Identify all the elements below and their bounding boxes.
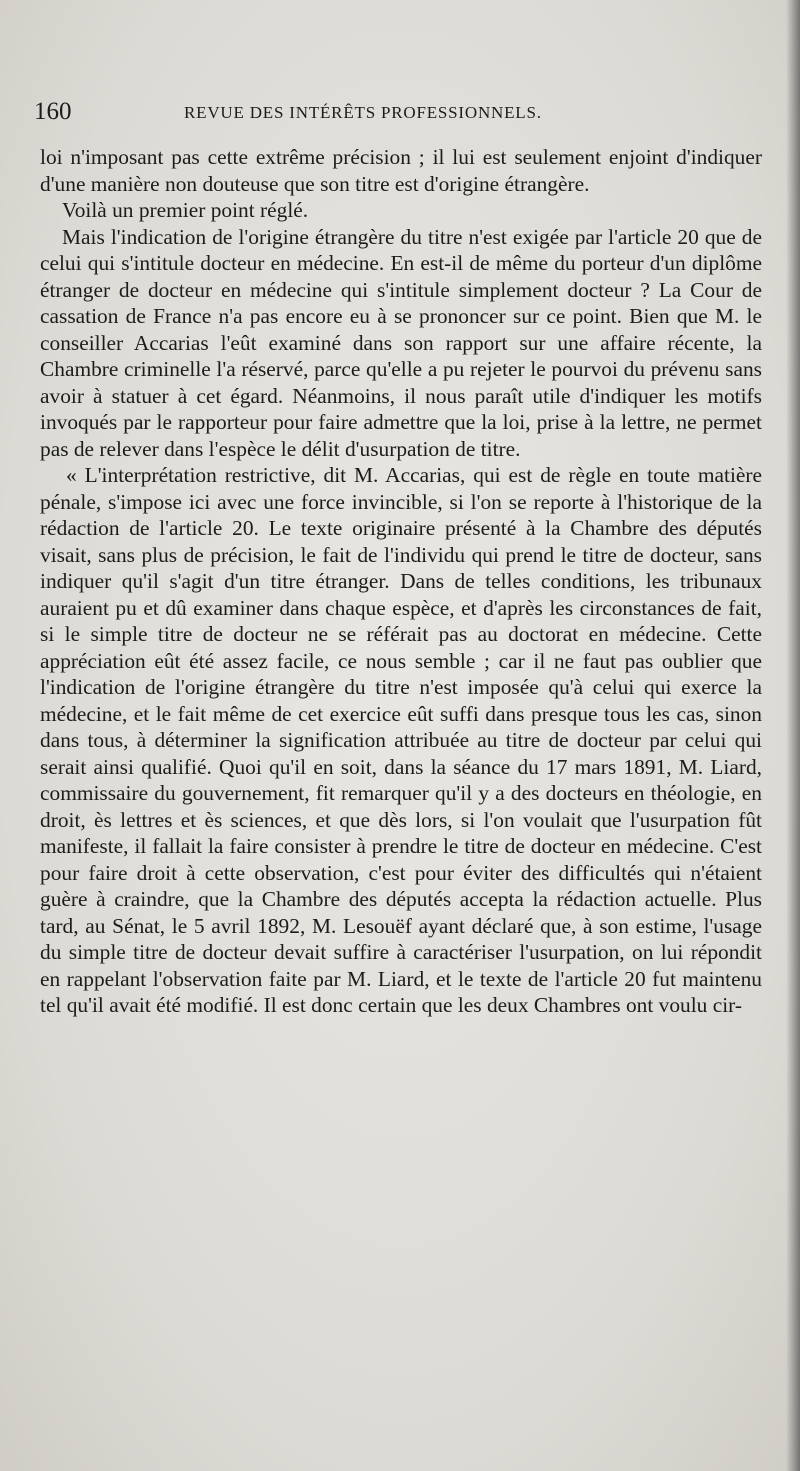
page-header: [34, 98, 614, 134]
paragraph-indication-origine: Mais l'indication de l'origine étrangère du titre n'est exigée par l'article 20 que de celui qui s'intitule docteur en médecine. En est-il de même du porteur d'un diplôme étranger de docteur en médecine qui s'intitule simplement docteur ? La Cour de cassation de France n'a pas encore eu à se prononcer sur ce point. Bien que M. le conseiller Accarias l'eût examiné dans son rapport sur une affaire récente, la Chambre criminelle l'a réservé, parce qu'elle a pu rejeter le pourvoi du prévenu sans avoir à statuer à cet égard. Néanmoins, il nous paraît utile d'indiquer les motifs invoqués par le rapporteur pour faire admettre que la loi, prise à la lettre, ne permet pas de relever dans l'espèce le délit d'usurpation de titre.: [40, 224, 762, 461]
running-title: REVUE DES INTÉRÊTS PROFESSIONNELS.: [184, 103, 542, 122]
page-number: 160: [34, 98, 72, 125]
paragraph-citation-accarias: « L'interprétation restrictive, dit M. Accarias, qui est de règle en toute matière pénale, s'impose ici avec une force invincible, si l'on se reporte à l'historique de la rédaction de l'article 20. Le texte originaire présenté à la Chambre des députés visait, sans plus de précision, le fait de l'individu qui prend le titre de docteur, sans indiquer qu'il s'agit d'un titre étranger. Dans de telles conditions, les tribunaux auraient pu et dû examiner dans chaque espèce, et d'après les circonstances de fait, si le simple titre de docteur ne se référait pas au doctorat en médecine. Cette appréciation eût été assez facile, ce nous semble ; car il ne faut pas oublier que l'indication de l'origine étrangère du titre n'est imposée qu'à celui qui exerce la médecine, et le fait même de cet exercice eût suffi dans presque tous les cas, sinon dans tous, à déterminer la signification attribuée au titre de docteur par celui qui serait ainsi qualifié. Quoi qu'il en soit, dans la séance du 17 mars 1891, M. Liard, commissaire du gouvernement, fit remarquer qu'il y a des docteurs en théologie, en droit, ès lettres et ès sciences, et que dès lors, si l'on voulait que l'usurpation fût manifeste, il fallait la faire consister à prendre le titre de docteur en médecine. C'est pour faire droit à cette observation, c'est pour éviter des difficultés qui n'étaient guère à craindre, que la Chambre des députés accepta la rédaction actuelle. Plus tard, au Sénat, le 5 avril 1892, M. Lesouëf ayant déclaré que, à son estime, l'usage du simple titre de docteur devait suffire à caractériser l'usurpation, on lui répondit en rappelant l'observation faite par M. Liard, et le texte de l'article 20 fut maintenu tel qu'il avait été modifié. Il est donc certain que les deux Chambres ont voulu cir-: [40, 463, 762, 1017]
bleed-through-mark: [470, 1450, 620, 1460]
paragraph-premier-point: Voilà un premier point réglé.: [62, 198, 309, 222]
paragraph-continuation: loi n'imposant pas cette extrême précision ; il lui est seulement enjoint d'indiquer d'une manière non douteuse que son titre est d'origine étrangère.: [40, 145, 762, 196]
page-body: [40, 144, 762, 1019]
page-edge-shadow: [786, 0, 800, 1471]
